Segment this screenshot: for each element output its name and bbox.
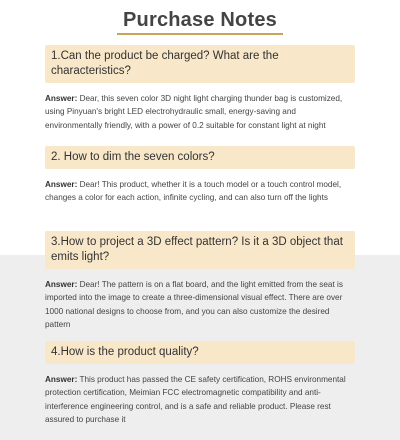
- answer-label: Answer:: [45, 280, 78, 289]
- qa-item-2: [45, 146, 355, 205]
- qa-item-3: [45, 231, 355, 332]
- answer-text: Dear! The pattern is on a flat board, and the light emitted from the seat is imported into the image to create a three-dimensional visual effect. There are over 1000 national designs to choose from, and you can also customize the desired pattern: [45, 280, 343, 330]
- answer-label: Answer:: [45, 375, 78, 384]
- qa-item-1: [45, 45, 355, 132]
- answer-text: Dear, this seven color 3D night light charging thunder bag is customized, using Pinyuan's bright LED electrohydraulic small, energy-saving and environmentally friendly, with a power of 0.2 suitable for constant light at night: [45, 94, 343, 130]
- question-3: 3.How to project a 3D effect pattern? Is it a 3D object that emits light?: [45, 231, 355, 269]
- answer-4: [45, 373, 355, 427]
- answer-label: Answer:: [45, 180, 78, 189]
- question-4: 4.How is the product quality?: [45, 341, 355, 364]
- qa-item-4: [45, 341, 355, 427]
- answer-text: This product has passed the CE safety certification, ROHS environmental protection certification, Meimian FCC electromagnetic compatibility and anti-interference engineering control, and is a safe and reliable product. Please rest assured to purchase it: [45, 375, 346, 425]
- answer-2: [45, 178, 355, 205]
- page-title: Purchase Notes: [117, 9, 283, 35]
- page-header: [0, 9, 400, 35]
- answer-text: Dear! This product, whether it is a touch model or a touch control model, changes a color for each action, infinite cycling, and can also turn off the lights: [45, 180, 342, 203]
- answer-3: [45, 278, 355, 332]
- answer-1: [45, 92, 355, 132]
- answer-label: Answer:: [45, 94, 78, 103]
- question-2: 2. How to dim the seven colors?: [45, 146, 355, 169]
- question-1: 1.Can the product be charged? What are the characteristics?: [45, 45, 355, 83]
